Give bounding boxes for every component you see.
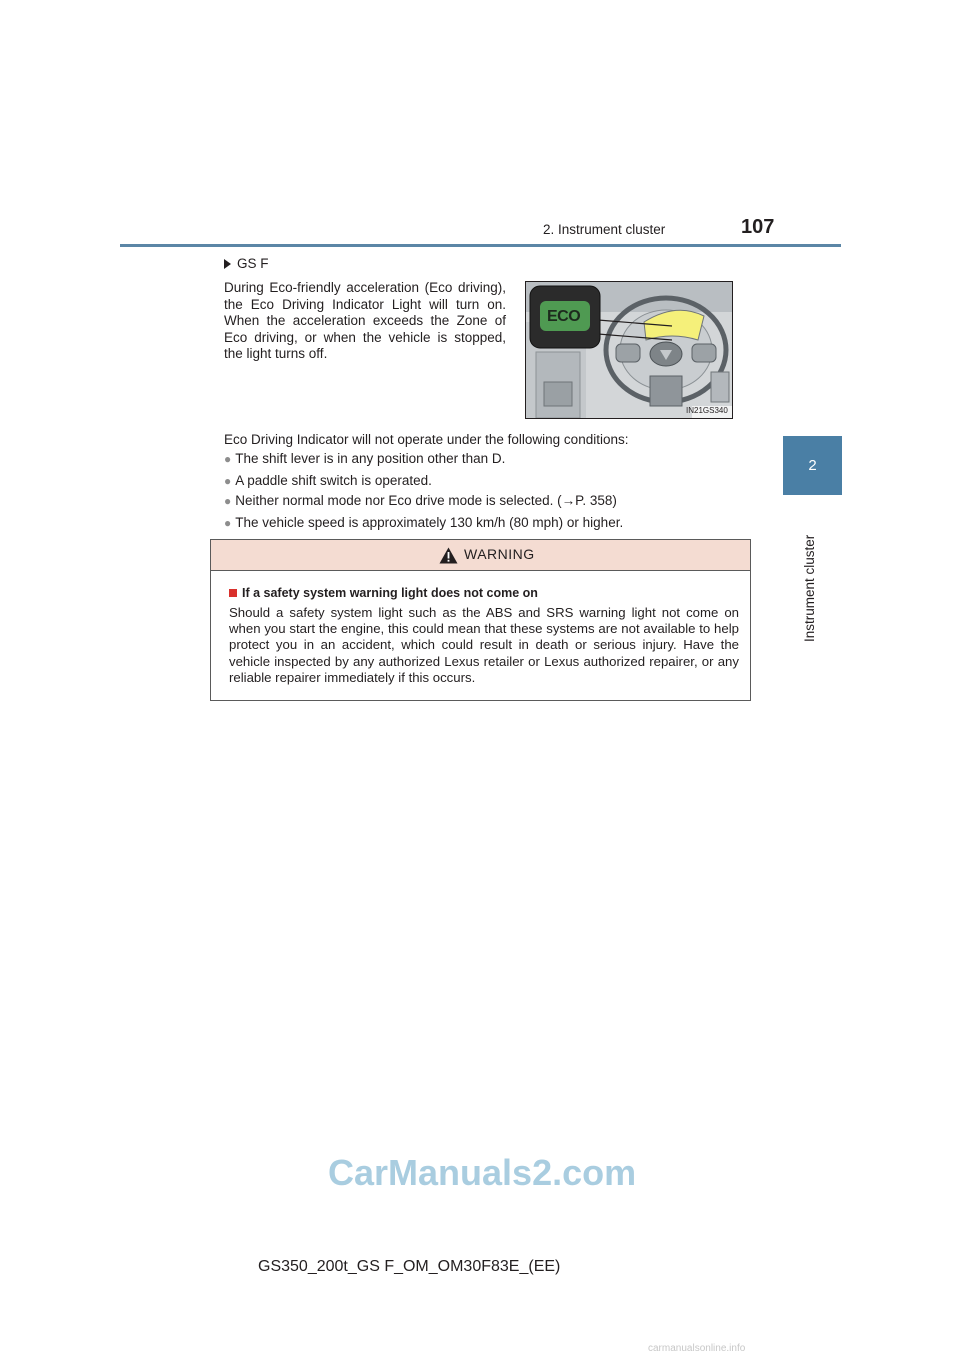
bullet-dot-icon: ●: [224, 474, 232, 488]
eco-indicator-figure: [525, 281, 733, 419]
header-title: 2. Instrument cluster: [543, 222, 666, 237]
warning-box: [210, 539, 751, 701]
conditions-intro: Eco Driving Indicator will not operate under the following conditions:: [224, 432, 629, 447]
chapter-label: [790, 530, 830, 650]
document-code: GS350_200t_GS F_OM_OM30F83E_(EE): [258, 1258, 561, 1275]
list-item: ● A paddle shift switch is operated.: [224, 473, 432, 488]
page-number: 107: [741, 216, 775, 238]
model-heading: [224, 256, 269, 271]
chapter-number: 2: [808, 457, 817, 474]
list-item: ● Neither normal mode nor Eco drive mode is selected. (→P. 358): [224, 493, 617, 508]
warning-title: WARNING: [464, 546, 535, 562]
figure-code: IN21GS340: [686, 406, 728, 415]
red-square-icon: [229, 589, 237, 597]
chapter-tab[interactable]: [783, 436, 842, 495]
list-item: ● The shift lever is in any position other than D.: [224, 451, 506, 466]
triangle-bullet-icon: [224, 259, 231, 269]
bullet-dot-icon: ●: [224, 494, 232, 508]
watermark-logo[interactable]: CarManuals2.com: [328, 1152, 637, 1193]
chapter-label-text: Instrument cluster: [802, 534, 817, 642]
header-rule: [120, 244, 841, 247]
site-watermark[interactable]: carmanualsonline.info: [648, 1343, 746, 1354]
eco-indicator-label: ECO: [547, 308, 581, 325]
list-item: ● The vehicle speed is approximately 130 km/h (80 mph) or higher.: [224, 515, 624, 530]
dashboard-illustration: [526, 282, 732, 418]
warning-subtitle: If a safety system warning light does not come on: [229, 586, 538, 600]
bullet-dot-icon: ●: [224, 516, 232, 530]
warning-triangle-icon: [439, 547, 458, 564]
intro-paragraph: During Eco-friendly acceleration (Eco driving), the Eco Driving Indicator Light will turn on. When the acceleration exceeds the Zone of Eco driving, or when the vehicle is stopped, the light turns off.: [224, 280, 506, 362]
bullet-dot-icon: ●: [224, 452, 232, 466]
warning-body: Should a safety system light such as the ABS and SRS warning light not come on when you start the engine, this could mean that these systems are not available to help protect you in an accident, which could result in death or serious injury. Have the vehicle inspected by any authorized Lexus retailer or Lexus authorized repairer, or any reliable repairer immediately if this occurs.: [229, 605, 739, 685]
model-label: GS F: [237, 256, 269, 271]
